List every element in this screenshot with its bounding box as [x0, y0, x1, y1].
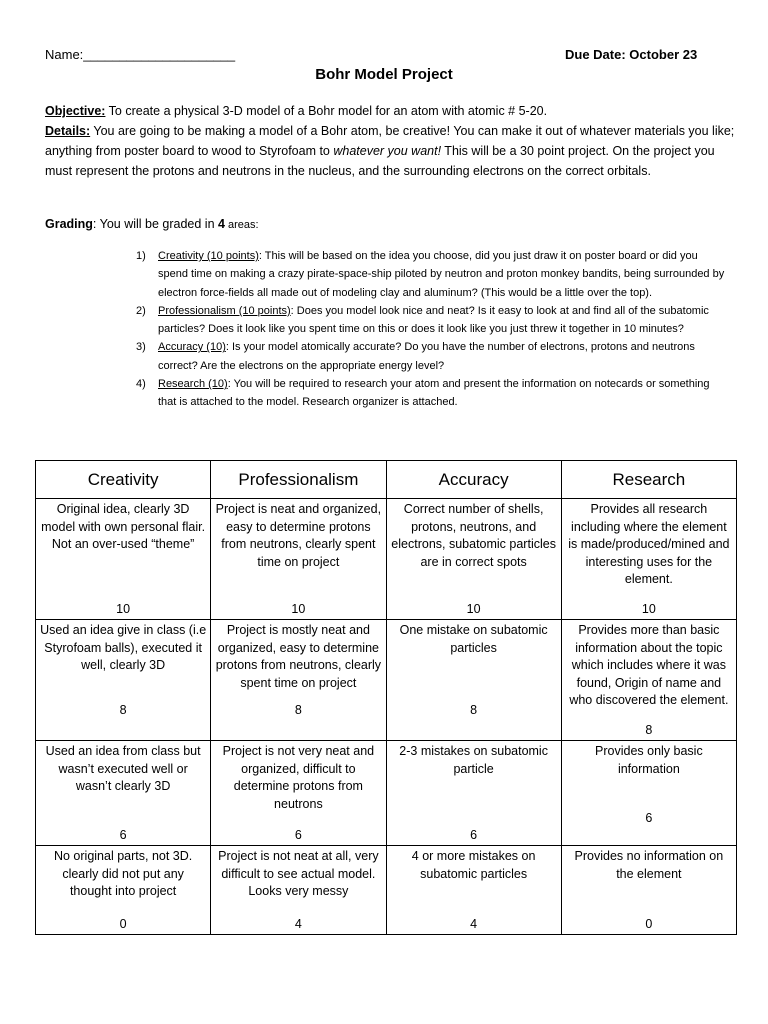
- criterion-label: Accuracy (10): [158, 341, 226, 354]
- cell-description: One mistake on subatomic particles: [399, 623, 548, 655]
- cell-points: 6: [645, 810, 653, 825]
- cell-description: Original idea, clearly 3D model with own personal flair. Not an over-used “theme”: [41, 502, 206, 551]
- name-field-label: Name:_____________________: [45, 47, 236, 62]
- table-row: [36, 620, 737, 741]
- table-cell: [561, 499, 736, 620]
- cell-points: 10: [641, 601, 656, 616]
- criterion-text: : Is your model atomically accurate? Do you have the number of electrons, protons and neutrons correct? Are the electrons on the appropriate energy level?: [158, 341, 695, 372]
- criterion-text: : Does you model look nice and neat? Is it easy to look at and find all of the subatomic particles? Does it look like you spent time on this or does it look like you just threw it together in 10 minutes?: [158, 304, 709, 336]
- cell-points: 0: [119, 916, 127, 931]
- table-cell: [561, 741, 736, 846]
- list-item: [136, 302, 726, 339]
- criterion-label: Professionalism (10 points): [158, 304, 291, 317]
- cell-points: 8: [119, 702, 127, 717]
- grading-label: Grading: [45, 217, 93, 231]
- rubric-table: [35, 460, 737, 935]
- criterion-text: : You will be required to research your atom and present the information on notecards or something that is attached to the model. Research organizer is attached.: [158, 378, 710, 409]
- cell-points: 8: [470, 702, 478, 717]
- table-row: [36, 741, 737, 846]
- column-header-creativity: Creativity: [36, 461, 211, 499]
- criterion-label: Creativity (10 points): [158, 250, 259, 262]
- details-text-a: You are going to be making a model of a Bohr atom, be creative! You can make it out of whatever materials you like; anything from poster board to wood to Styrofoam to: [45, 124, 735, 158]
- cell-description: Provides all research including where the element is made/produced/mined and interesting uses for the element.: [568, 502, 730, 586]
- objective-text: To create a physical 3-D model of a Bohr model for an atom with atomic # 5-20.: [105, 104, 548, 118]
- list-item: [136, 375, 726, 412]
- cell-description: Used an idea give in class (i.e Styrofoam balls), executed it well, clearly 3D: [40, 623, 207, 672]
- cell-description: Provides more than basic information about the topic which includes where it was found, Origin of name and who discovered the element.: [569, 623, 729, 707]
- table-cell: [386, 499, 561, 620]
- cell-points: 4: [470, 916, 478, 931]
- column-header-research: Research: [561, 461, 736, 499]
- objective-label: Objective:: [45, 104, 106, 118]
- cell-description: Provides no information on the element: [574, 849, 724, 881]
- cell-description: Project is not very neat and organized, difficult to determine protons from neutrons: [222, 744, 375, 811]
- table-row: [36, 499, 737, 620]
- list-number: 2): [136, 304, 146, 317]
- cell-points: 0: [645, 916, 653, 931]
- list-number: 1): [136, 250, 146, 262]
- list-number: 3): [136, 341, 146, 354]
- table-cell: [386, 620, 561, 741]
- cell-description: Project is mostly neat and organized, easy to determine protons from neutrons, clearly spent time on project: [215, 623, 382, 690]
- cell-points: 6: [294, 827, 302, 842]
- details-label: Details:: [45, 124, 91, 138]
- details-emphasis: whatever you want!: [333, 144, 442, 158]
- criterion-label: Research (10): [158, 378, 228, 391]
- grading-count: 4: [218, 217, 225, 231]
- cell-points: 10: [116, 601, 131, 616]
- table-row: [36, 846, 737, 935]
- cell-description: Project is neat and organized, easy to determine protons from neutrons, clearly spent time on project: [215, 502, 382, 569]
- grading-paragraph: [45, 214, 735, 235]
- cell-points: 10: [291, 601, 306, 616]
- grading-criteria-list: [136, 247, 726, 412]
- cell-description: Used an idea from class but wasn’t executed well or wasn’t clearly 3D: [45, 744, 201, 793]
- cell-points: 6: [470, 827, 478, 842]
- table-cell: [36, 499, 211, 620]
- table-cell: [211, 741, 386, 846]
- due-date: Due Date: October 23: [565, 47, 698, 62]
- column-header-accuracy: Accuracy: [386, 461, 561, 499]
- cell-points: 4: [294, 916, 302, 931]
- table-cell: [36, 846, 211, 935]
- cell-description: Provides only basic information: [595, 744, 703, 776]
- cell-description: No original parts, not 3D. clearly did not put any thought into project: [53, 849, 193, 898]
- table-cell: [211, 620, 386, 741]
- rubric-header-row: [36, 461, 737, 499]
- table-cell: [36, 741, 211, 846]
- table-cell: [386, 846, 561, 935]
- table-cell: [561, 846, 736, 935]
- details-paragraph: [45, 121, 735, 181]
- table-cell: [211, 499, 386, 620]
- cell-description: Correct number of shells, protons, neutrons, and electrons, subatomic particles are in correct spots: [391, 502, 556, 569]
- table-cell: [561, 620, 736, 741]
- column-header-professionalism: Professionalism: [211, 461, 386, 499]
- grading-text-b: areas:: [224, 219, 259, 231]
- cell-description: Project is not neat at all, very difficult to see actual model. Looks very messy: [218, 849, 379, 898]
- grading-text-a: : You will be graded in: [92, 217, 219, 231]
- table-cell: [211, 846, 386, 935]
- table-cell: [386, 741, 561, 846]
- cell-points: 8: [645, 722, 653, 737]
- criterion-text: : This will be based on the idea you choose, did you just draw it on poster board or did you spend time on making a crazy pirate-space-ship piloted by neutron and proton monkey bandits, being surrounded by electron force-fields all made out of modeling clay and aluminum? (This would be a little over the top).: [158, 250, 725, 299]
- list-item: [136, 338, 726, 375]
- details-text-b: This will be a 30 point project. On the project you must represent the protons and neutrons in the nucleus, and the surrounding electrons on the correct orbitals.: [45, 144, 715, 178]
- table-cell: [36, 620, 211, 741]
- list-number: 4): [136, 378, 146, 391]
- page-title: Bohr Model Project: [315, 66, 453, 83]
- cell-points: 10: [466, 601, 481, 616]
- cell-description: 4 or more mistakes on subatomic particles: [411, 849, 536, 881]
- list-item: [136, 247, 726, 302]
- cell-points: 6: [119, 827, 127, 842]
- cell-description: 2-3 mistakes on subatomic particle: [399, 744, 548, 776]
- objective-paragraph: [45, 101, 735, 121]
- cell-points: 8: [294, 702, 302, 717]
